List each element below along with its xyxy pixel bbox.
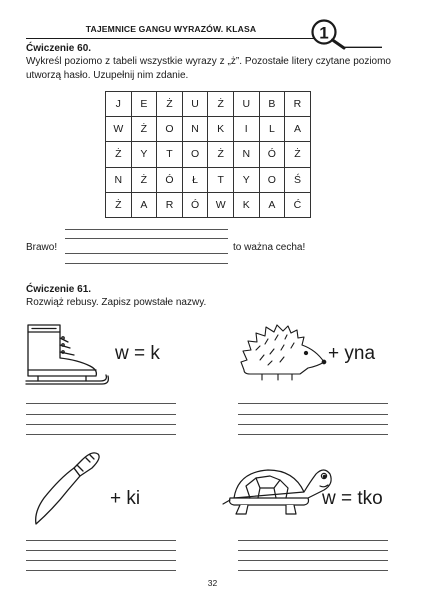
- answer-line[interactable]: [238, 570, 388, 571]
- grid-cell[interactable]: Ż: [106, 192, 132, 217]
- answer-line[interactable]: [26, 414, 176, 415]
- grid-cell[interactable]: L: [259, 117, 285, 142]
- exercise-60-title: Ćwiczenie 60.: [26, 43, 92, 54]
- grid-cell[interactable]: K: [208, 117, 234, 142]
- rebus-text: w = tko: [322, 488, 383, 509]
- header-rule: [26, 38, 316, 39]
- answer-line[interactable]: [26, 570, 176, 571]
- answer-line[interactable]: [238, 560, 388, 561]
- grid-cell[interactable]: Ż: [131, 117, 157, 142]
- grid-cell[interactable]: R: [285, 92, 311, 117]
- sentence-start: Brawo!: [26, 242, 58, 253]
- grid-cell[interactable]: Ż: [106, 142, 132, 167]
- grid-row: [106, 92, 311, 117]
- answer-line[interactable]: [65, 229, 228, 230]
- grid-cell[interactable]: U: [182, 92, 208, 117]
- grid-row: [106, 167, 311, 192]
- grid-cell[interactable]: T: [208, 167, 234, 192]
- grid-cell[interactable]: Ó: [259, 142, 285, 167]
- answer-line[interactable]: [26, 434, 176, 435]
- page-number: 32: [207, 578, 218, 588]
- grid-cell[interactable]: Y: [131, 142, 157, 167]
- exercise-60-instruction: Wykreśl poziomo z tabeli wszystkie wyrazy z „ż”. Pozostałe litery czytane poziomo utworzą hasło. Uzupełnij nim zdanie.: [26, 56, 391, 81]
- sentence-end: to ważna cecha!: [233, 242, 306, 253]
- exercise-61-title: Ćwiczenie 61.: [26, 284, 92, 295]
- rebus-text: w = k: [115, 343, 160, 364]
- grid-cell[interactable]: W: [106, 117, 132, 142]
- grid-cell[interactable]: A: [259, 192, 285, 217]
- grid-cell[interactable]: B: [259, 92, 285, 117]
- grid-cell[interactable]: N: [182, 117, 208, 142]
- rebus-text: + ki: [110, 488, 141, 509]
- grid-cell[interactable]: Ć: [285, 192, 311, 217]
- grid-cell[interactable]: Ó: [182, 192, 208, 217]
- answer-line[interactable]: [65, 253, 228, 254]
- grid-cell[interactable]: J: [106, 92, 132, 117]
- answer-line[interactable]: [238, 424, 388, 425]
- grid-cell[interactable]: A: [131, 192, 157, 217]
- grid-cell[interactable]: I: [233, 117, 259, 142]
- answer-line[interactable]: [238, 434, 388, 435]
- grid-cell[interactable]: N: [233, 142, 259, 167]
- grid-cell[interactable]: Ó: [157, 167, 183, 192]
- grid-cell[interactable]: U: [233, 92, 259, 117]
- grid-cell[interactable]: Ż: [208, 92, 234, 117]
- answer-line[interactable]: [26, 560, 176, 561]
- answer-line[interactable]: [238, 403, 388, 404]
- grid-cell[interactable]: E: [131, 92, 157, 117]
- knife-icon: [30, 446, 106, 530]
- answer-line[interactable]: [65, 263, 228, 264]
- header-title: TAJEMNICE GANGU WYRAZÓW. KLASA: [85, 24, 257, 34]
- answer-line[interactable]: [238, 550, 388, 551]
- grid-cell[interactable]: O: [182, 142, 208, 167]
- exercise-61-instruction: Rozwiąż rebusy. Zapisz powstałe nazwy.: [26, 297, 207, 308]
- answer-line[interactable]: [26, 540, 176, 541]
- grid-row: [106, 117, 311, 142]
- magnifier-icon: [310, 15, 384, 55]
- grid-cell[interactable]: K: [233, 192, 259, 217]
- answer-line[interactable]: [26, 424, 176, 425]
- answer-line[interactable]: [26, 550, 176, 551]
- answer-line[interactable]: [238, 414, 388, 415]
- grid-cell[interactable]: Ś: [285, 167, 311, 192]
- grid-row: [106, 192, 311, 217]
- rebus-text: + yna: [328, 343, 376, 364]
- skate-icon: [20, 318, 112, 390]
- grid-cell[interactable]: O: [157, 117, 183, 142]
- answer-line[interactable]: [26, 403, 176, 404]
- grid-cell[interactable]: Ż: [157, 92, 183, 117]
- hedgehog-icon: [238, 320, 328, 390]
- grid-cell[interactable]: Ż: [285, 142, 311, 167]
- answer-line[interactable]: [238, 540, 388, 541]
- page-header: [26, 22, 358, 42]
- grid-cell[interactable]: Y: [233, 167, 259, 192]
- grid-cell[interactable]: O: [259, 167, 285, 192]
- grid-row: [106, 142, 311, 167]
- grid-cell[interactable]: N: [106, 167, 132, 192]
- grid-cell[interactable]: T: [157, 142, 183, 167]
- letter-grid: [105, 91, 311, 218]
- grid-cell[interactable]: A: [285, 117, 311, 142]
- answer-line[interactable]: [65, 238, 228, 239]
- grid-cell[interactable]: W: [208, 192, 234, 217]
- class-number: 1: [319, 23, 329, 43]
- grid-cell[interactable]: R: [157, 192, 183, 217]
- grid-cell[interactable]: Ł: [182, 167, 208, 192]
- turtle-icon: [220, 458, 338, 524]
- grid-cell[interactable]: Ż: [208, 142, 234, 167]
- grid-cell[interactable]: Ż: [131, 167, 157, 192]
